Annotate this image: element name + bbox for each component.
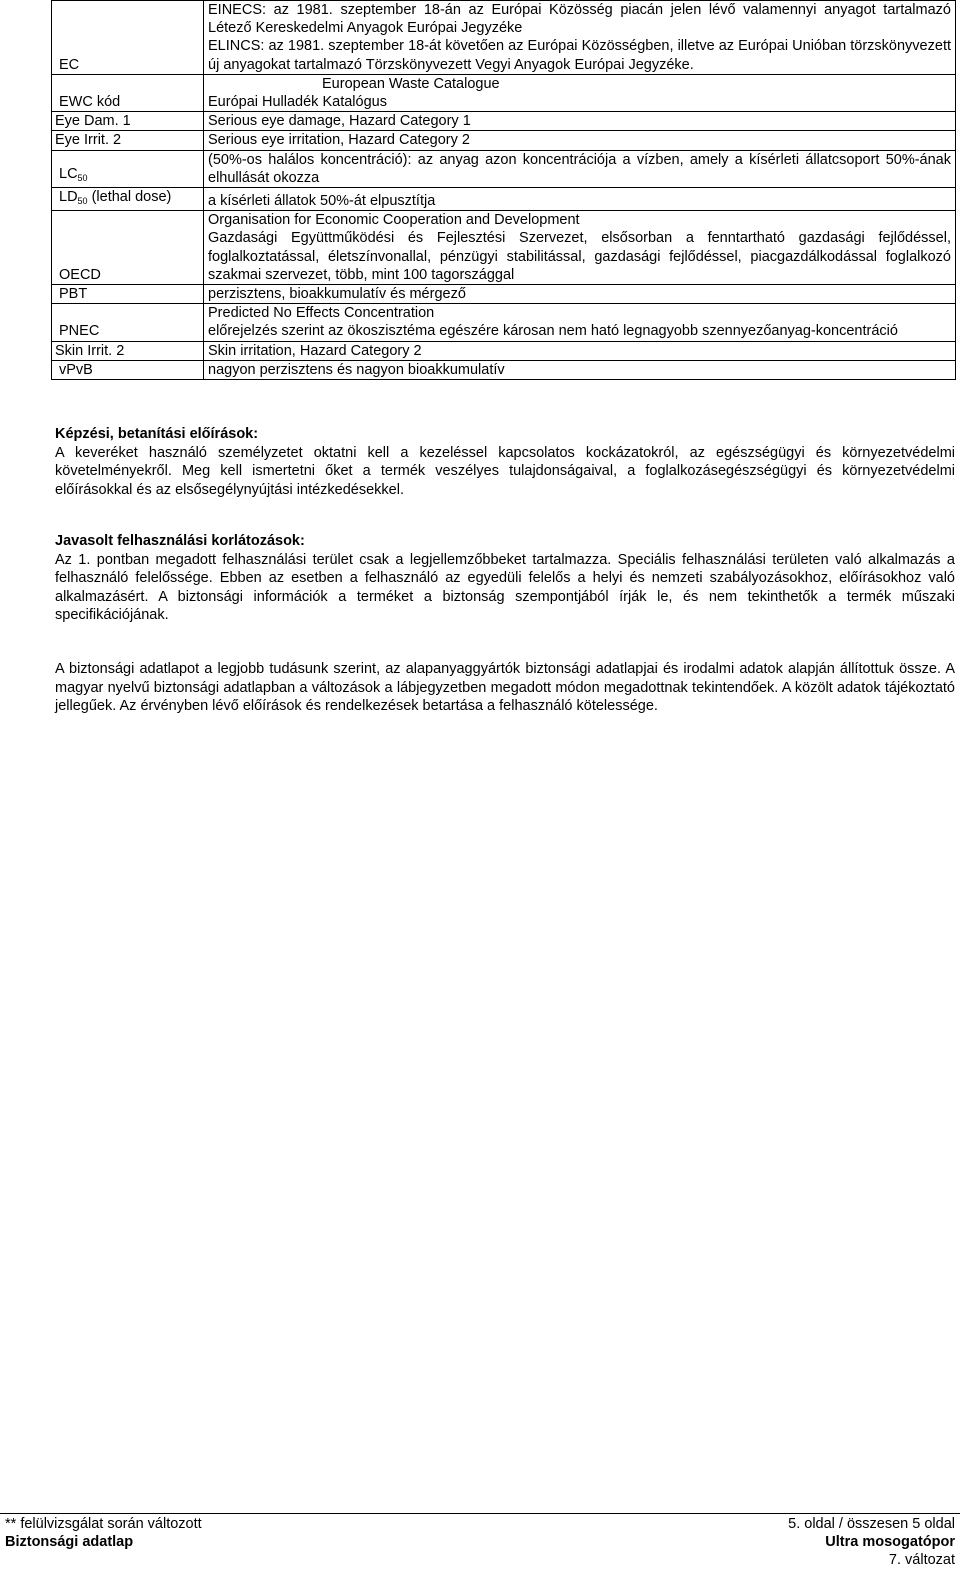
definition-ewc-en: European Waste Catalogue bbox=[322, 75, 500, 92]
definition-oecd-hu: Gazdasági Együttműködési és Fejlesztési Szervezet, elsősorban a fenntartható gazdasági fejlődéssel, foglalkoztatással, életszínvonallal, pénzügyi stabilitással, gazdasági fejlődéssel, piacgazdálkodással foglalkozó szakmai szervezet, több, mint 100 tagországgal bbox=[208, 230, 951, 283]
term-ec: EC bbox=[52, 1, 204, 75]
table-row bbox=[52, 112, 956, 131]
definition-ld50: a kísérleti állatok 50%-át elpusztítja bbox=[204, 188, 956, 211]
restrictions-body: Az 1. pontban megadott felhasználási terület csak a legjellemzőbbeket tartalmazza. Speciális felhasználási területen való alkalmazás a felhasználó felelőssége. Ebben az esetben a felhasználó az egyedüli felelős a helyi és nemzeti szabályozásokhoz, előírásokhoz való alkalmazásért. A biztonsági információk a terméket a biztonság szempontjából írják le, és nem tekinthetők a termék műszaki specifikációjának. bbox=[55, 551, 955, 623]
definition-pnec-hu: előrejelzés szerint az ökoszisztéma egészére károsan nem ható legnagyobb szennyezőanyag-koncentráció bbox=[208, 323, 898, 340]
definition-lc50: (50%-os halálos koncentráció): az anyag azon koncentrációja a vízben, amely a kísérleti állatcsoport 50%-ának elhullását okozza bbox=[204, 150, 956, 187]
table-row bbox=[52, 360, 956, 379]
table-row bbox=[52, 74, 956, 111]
table-row bbox=[52, 341, 956, 360]
footer-version: 7. változat bbox=[888, 1552, 955, 1568]
definition-oecd-en: Organisation for Economic Cooperation and Development bbox=[208, 212, 580, 229]
definition-oecd bbox=[204, 211, 956, 285]
restrictions-heading: Javasolt felhasználási korlátozások: bbox=[55, 533, 305, 549]
term-lc50-sub: 50 bbox=[77, 172, 88, 183]
definition-ewc bbox=[204, 74, 956, 111]
term-skin-irrit: Skin Irrit. 2 bbox=[52, 341, 204, 360]
footer-divider bbox=[0, 1513, 960, 1514]
table-row bbox=[52, 131, 956, 150]
definition-ewc-hu: Európai Hulladék Katalógus bbox=[208, 94, 387, 111]
term-ld50-suffix: (lethal dose) bbox=[87, 189, 172, 206]
footer-page-number: 5. oldal / összesen 5 oldal bbox=[788, 1516, 955, 1532]
training-heading: Képzési, betanítási előírások: bbox=[55, 426, 259, 442]
term-lc50-main: LC bbox=[59, 165, 78, 182]
definition-vpvb: nagyon perzisztens és nagyon bioakkumulatív bbox=[204, 360, 956, 379]
term-ld50-main: LD bbox=[59, 189, 78, 206]
definition-ec bbox=[204, 1, 956, 75]
definition-pbt: perzisztens, bioakkumulatív és mérgező bbox=[204, 285, 956, 304]
term-oecd: OECD bbox=[52, 211, 204, 285]
disclaimer-section bbox=[55, 660, 955, 716]
footer-note: ** felülvizsgálat során változott bbox=[5, 1516, 202, 1532]
definition-eye-dam: Serious eye damage, Hazard Category 1 bbox=[204, 112, 956, 131]
term-pbt: PBT bbox=[52, 285, 204, 304]
table-row bbox=[52, 211, 956, 285]
footer-product-name: Ultra mosogatópor bbox=[825, 1534, 955, 1550]
definition-pnec bbox=[204, 304, 956, 341]
definition-ec-elincs: ELINCS: az 1981. szeptember 18-át követően az Európai Közösségben, illetve az Európai Unióban törzskönyvezett új anyagokat tartalmazó Törzskönyvezett Vegyi Anyagok Európai Jegyzéke. bbox=[208, 38, 951, 73]
table-row bbox=[52, 304, 956, 341]
term-pnec: PNEC bbox=[52, 304, 204, 341]
table-row bbox=[52, 150, 956, 187]
footer-doc-type: Biztonsági adatlap bbox=[5, 1534, 134, 1550]
definition-ec-einecs: EINECS: az 1981. szeptember 18-án az Európai Közösség piacán jelen lévő valamennyi anyagot tartalmazó Létező Kereskedelmi Anyagok Európai Jegyzéke bbox=[208, 2, 951, 37]
term-lc50 bbox=[52, 150, 204, 187]
table-row bbox=[52, 1, 956, 75]
term-vpvb: vPvB bbox=[52, 360, 204, 379]
training-body: A keveréket használó személyzetet oktatni kell a kezeléssel kapcsolatos kockázatokról, az egészségügyi és környezetvédelmi követelményekről. Meg kell ismertetni őket a termék veszélyes tulajdonságaival, a foglalkozásegészségügyi és környezetvédelmi előírásokkal és az elsősegélynyújtási intézkedésekkel. bbox=[55, 444, 955, 498]
term-eye-irrit: Eye Irrit. 2 bbox=[52, 131, 204, 150]
term-eye-dam: Eye Dam. 1 bbox=[52, 112, 204, 131]
term-ld50-sub: 50 bbox=[77, 196, 88, 207]
definition-pnec-en: Predicted No Effects Concentration bbox=[208, 305, 435, 322]
term-ewc: EWC kód bbox=[52, 74, 204, 111]
restrictions-section bbox=[55, 532, 955, 625]
table-row bbox=[52, 188, 956, 211]
training-section bbox=[55, 425, 955, 499]
disclaimer-text: A biztonsági adatlapot a legjobb tudásunk szerint, az alapanyaggyártók biztonsági adatlapjai és irodalmi adatok alapján állítottuk össze. A magyar nyelvű biztonsági adatlapban a változások a lábjegyzetben megadott módon megadottnak tekintendőek. A közölt adatok tájékoztató jellegűek. Az érvényben lévő előírások és rendelkezések betartása a felhasználó kötelessége. bbox=[55, 661, 955, 714]
abbreviations-table bbox=[51, 0, 956, 380]
table-row bbox=[52, 285, 956, 304]
definition-skin-irrit: Skin irritation, Hazard Category 2 bbox=[204, 341, 956, 360]
term-ld50 bbox=[52, 188, 204, 211]
definition-eye-irrit: Serious eye irritation, Hazard Category 2 bbox=[204, 131, 956, 150]
